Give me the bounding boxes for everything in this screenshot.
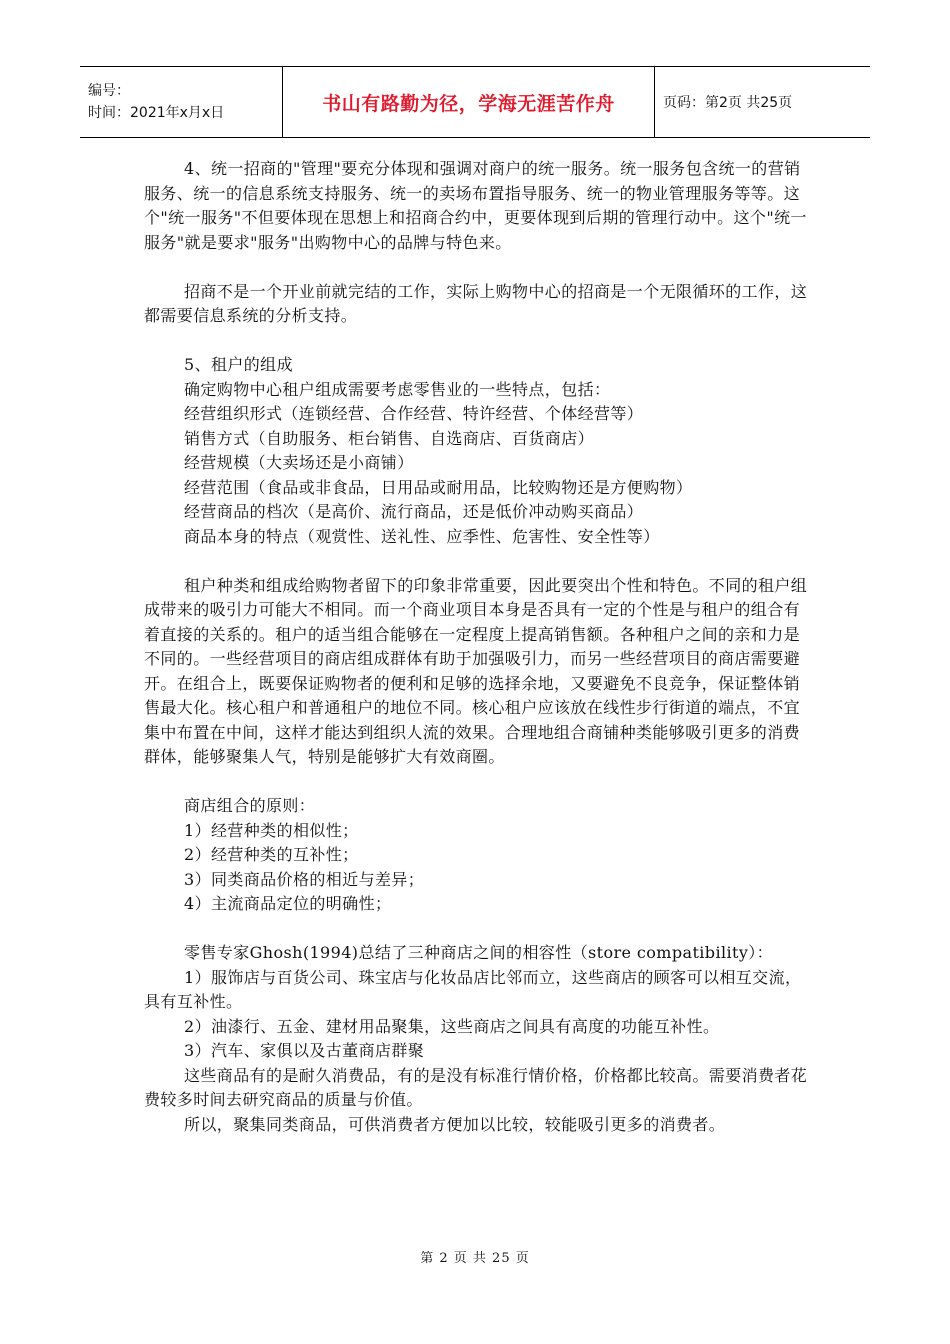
paragraph: 商品本身的特点（观赏性、送礼性、应季性、危害性、安全性等）: [184, 526, 660, 546]
paragraph: 商店组合的原则：: [184, 796, 316, 815]
paragraph-gap: [144, 255, 814, 280]
paragraph: 租户种类和组成给购物者留下的印象非常重要，因此要突出个性和特色。不同的租户组成带来的吸引力可能大不相同。而一个商业项目本身是否具有一定的个性是与租户的组合有着直接的关系的。租户的适当组合能够在一定程度上提高销售额。各种租户之间的亲和力是不同的。一些经营项目的商店组成群体有助于加强吸引力，而另一些经营项目的商店需要避开。在组合上，既要保证购物者的便利和足够的选择余地，又要避免不良竞争，保证整体销售最大化。核心租户和普通租户的地位不同。核心租户应该放在线性步行街道的端点，不宜集中布置在中间，这样才能达到组织人流的效果。合理地组合商铺种类能够吸引更多的消费群体，能够聚集人气，特别是能够扩大有效商圈。: [144, 575, 808, 766]
doc-time: 时间：2021年x月x日: [88, 105, 225, 121]
paragraph: 2）经营种类的互补性；: [184, 845, 359, 864]
paragraph-gap: [144, 770, 814, 795]
paragraph: 零售专家Ghosh(1994)总结了三种商店之间的相容性（store compatibility）：: [184, 943, 774, 962]
paragraph: 经营组织形式（连锁经营、合作经营、特许经营、个体经营等）: [184, 404, 644, 423]
paragraph: 经营规模（大卖场还是小商铺）: [184, 453, 414, 472]
paragraph: 1）经营种类的相似性；: [184, 820, 359, 840]
document-body: [144, 157, 814, 1137]
header-motto-cell: [282, 67, 655, 137]
paragraph: 经营商品的档次（是高价、流行商品，还是低价冲动购买商品）: [184, 502, 644, 521]
paragraph-gap: [144, 549, 814, 574]
paragraph: 3）汽车、家俱以及古董商店群聚: [184, 1041, 425, 1060]
paragraph: 2）油漆行、五金、建材用品聚集，这些商店之间具有高度的功能互补性。: [184, 1016, 720, 1036]
header-page-info: 页码：第2页 共25页: [663, 95, 793, 111]
header-motto: 书山有路勤为径，学海无涯苦作舟: [322, 92, 615, 115]
doc-number: 编号：: [88, 83, 130, 99]
paragraph: 经营范围（食品或非食品，日用品或耐用品，比较购物还是方便购物）: [184, 477, 693, 497]
paragraph: 确定购物中心租户组成需要考虑零售业的一些特点，包括：: [184, 379, 611, 399]
paragraph: 5、租户的组成: [184, 355, 293, 374]
header-meta: [80, 67, 282, 137]
paragraph-gap: [144, 917, 814, 942]
paragraph: 3）同类商品价格的相近与差异；: [184, 869, 425, 889]
paragraph: 1）服饰店与百货公司、珠宝店与化妆品店比邻而立，这些商店的顾客可以相互交流，具有互补性。: [144, 967, 802, 1011]
paragraph: 4）主流商品定位的明确性；: [184, 894, 392, 913]
page-footer: 第 2 页 共 25 页: [420, 1251, 530, 1266]
paragraph: 招商不是一个开业前就完结的工作，实际上购物中心的招商是一个无限循环的工作，这都需要信息系统的分析支持。: [144, 281, 808, 325]
paragraph: 这些商品有的是耐久消费品，有的是没有标准行情价格，价格都比较高。需要消费者花费较多时间去研究商品的质量与价值。: [144, 1065, 808, 1109]
paragraph-gap: [144, 329, 814, 354]
paragraph: 所以，聚集同类商品，可供消费者方便加以比较，较能吸引更多的消费者。: [184, 1114, 726, 1134]
page-header: [80, 66, 870, 138]
paragraph: 销售方式（自助服务、柜台销售、自选商店、百货商店）: [184, 428, 595, 448]
paragraph: 4、统一招商的"管理"要充分体现和强调对商户的统一服务。统一服务包含统一的营销服务、统一的信息系统支持服务、统一的卖场布置指导服务、统一的物业管理服务等等。这个"统一服务"不但要体现在思想上和招商合约中，更要体现到后期的管理行动中。这个"统一服务"就是要求"服务"出购物中心的品牌与特色来。: [144, 159, 807, 252]
